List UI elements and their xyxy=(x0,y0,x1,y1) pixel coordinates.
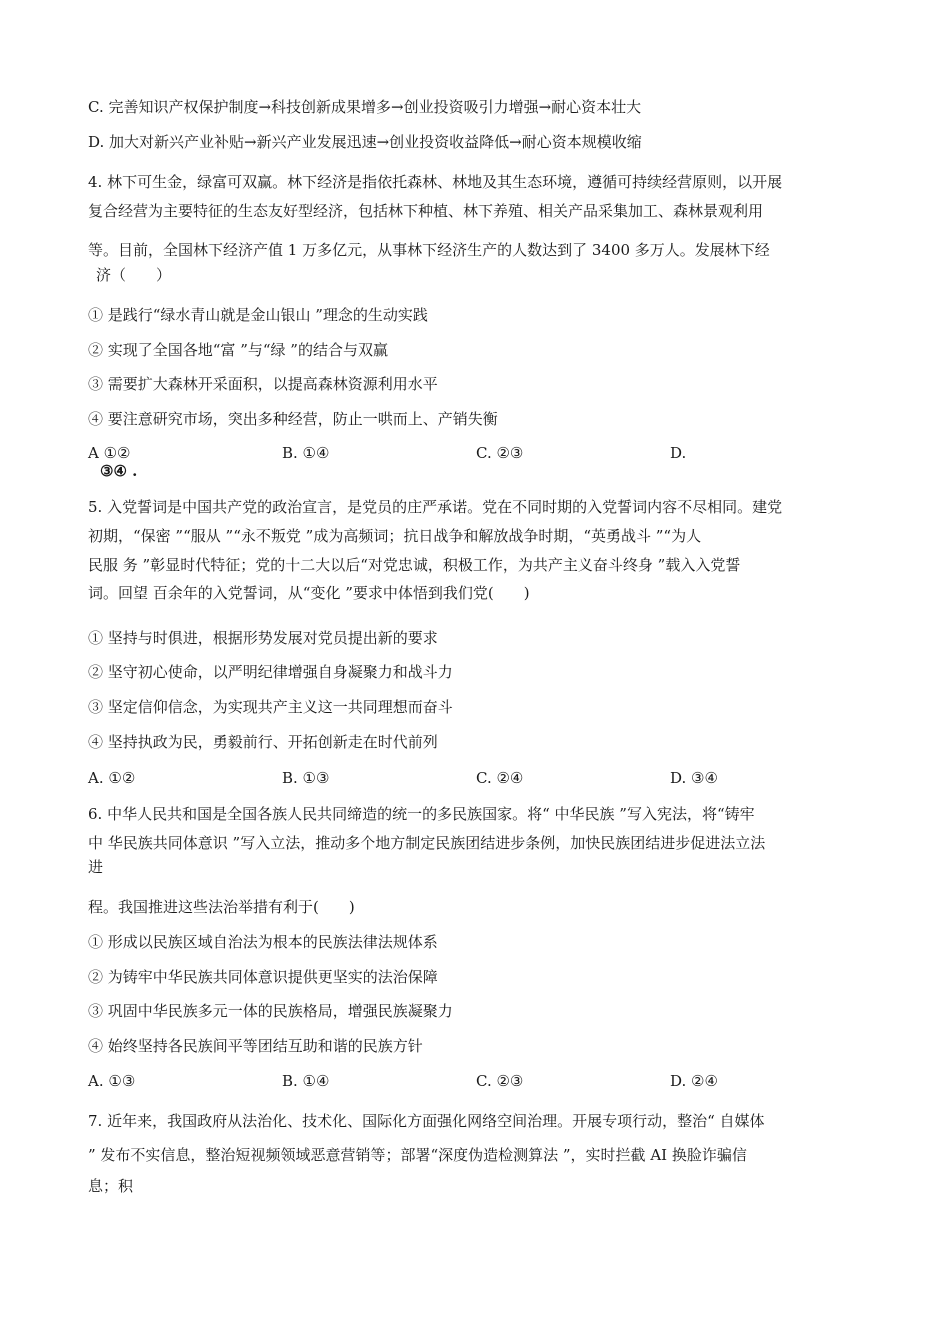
q7-stem-line-2: ” 发布不实信息，整治短视频领域恶意营销等；部署“深度伪造检测算法 ”，实时拦截 AI 换脸诈骗信 xyxy=(88,1146,747,1164)
q4-choice-c: C. ②③ xyxy=(476,444,524,462)
q5-choice-c: C. ②④ xyxy=(476,769,524,787)
q5-stem-line-2: 初期，“保密 ”“服从 ”“永不叛党 ”成为高频词；抗日战争和解放战争时期，“英勇战斗 ”“为人 xyxy=(88,527,702,545)
q4-item-1: ① 是践行“绿水青山就是金山银山 ”理念的生动实践 xyxy=(88,306,428,324)
q4-item-3: ③ 需要扩大森林开采面积，以提高森林资源利用水平 xyxy=(88,375,438,393)
q5-stem-line-1: 5. 入党誓词是中国共产党的政治宣言，是党员的庄严承诺。党在不同时期的入党誓词内容不尽相同。建党 xyxy=(88,498,783,516)
q5-item-4: ④ 坚持执政为民，勇毅前行、开拓创新走在时代前列 xyxy=(88,733,438,751)
q4-choice-d-continued: ③④ . xyxy=(100,462,138,480)
q4-choice-d: D. xyxy=(670,444,687,462)
q4-stem-line-1: 4. 林下可生金，绿富可双赢。林下经济是指依托森林、林地及其生态环境，遵循可持续经营原则，以开展 xyxy=(88,173,783,191)
q3-option-d: D. 加大对新兴产业补贴→新兴产业发展迅速→创业投资收益降低→耐心资本规模收缩 xyxy=(88,133,642,151)
q3-option-c: C. 完善知识产权保护制度→科技创新成果增多→创业投资吸引力增强→耐心资本壮大 xyxy=(88,98,642,116)
q5-choice-d: D. ③④ xyxy=(670,769,718,787)
q6-choice-c: C. ②③ xyxy=(476,1072,524,1090)
q4-item-4: ④ 要注意研究市场，突出多种经营，防止一哄而上、产销失衡 xyxy=(88,410,498,428)
q5-choice-a: A. ①② xyxy=(88,769,136,787)
q5-stem-line-4: 词。回望 百余年的入党誓词，从“变化 ”要求中体悟到我们党( ) xyxy=(88,584,530,602)
q6-stem-line-2: 中 华民族共同体意识 ”写入立法，推动多个地方制定民族团结进步条例，加快民族团结进步促进法立法 xyxy=(88,834,766,852)
q7-stem-line-3: 息；积 xyxy=(88,1177,134,1195)
q6-choice-a: A. ①③ xyxy=(88,1072,136,1090)
q5-stem-line-3: 民服 务 ”彰显时代特征；党的十二大以后“对党忠诚，积极工作，为共产主义奋斗终身 ”载入入党誓 xyxy=(88,556,741,574)
q4-choice-a: A ①② xyxy=(88,444,131,462)
q4-stem-line-3: 等。目前，全国林下经济产值 1 万多亿元，从事林下经济生产的人数达到了 3400 多万人。发展林下经 xyxy=(88,241,770,259)
q7-stem-line-1: 7. 近年来，我国政府从法治化、技术化、国际化方面强化网络空间治理。开展专项行动，整治“ 自媒体 xyxy=(88,1112,765,1130)
q4-stem-line-4: 济（ ） xyxy=(96,266,172,284)
q6-stem-line-4: 程。我国推进这些法治举措有利于( ) xyxy=(88,898,355,916)
q6-stem-line-3: 进 xyxy=(88,858,104,876)
q6-stem-line-1: 6. 中华人民共和国是全国各族人民共同缔造的统一的多民族国家。将“ 中华民族 ”写入宪法，将“铸牢 xyxy=(88,805,755,823)
q6-item-1: ① 形成以民族区域自治法为根本的民族法律法规体系 xyxy=(88,933,438,951)
q5-item-3: ③ 坚定信仰信念，为实现共产主义这一共同理想而奋斗 xyxy=(88,698,453,716)
q6-choice-d: D. ②④ xyxy=(670,1072,718,1090)
q6-item-2: ② 为铸牢中华民族共同体意识提供更坚实的法治保障 xyxy=(88,968,438,986)
q5-choice-b: B. ①③ xyxy=(282,769,330,787)
q4-choice-b: B. ①④ xyxy=(282,444,330,462)
q6-item-4: ④ 始终坚持各民族间平等团结互助和谐的民族方针 xyxy=(88,1037,423,1055)
q4-stem-line-2: 复合经营为主要特征的生态友好型经济，包括林下种植、林下养殖、相关产品采集加工、森林景观利用 xyxy=(88,202,764,220)
q5-item-2: ② 坚守初心使命，以严明纪律增强自身凝聚力和战斗力 xyxy=(88,663,453,681)
q5-item-1: ① 坚持与时俱进，根据形势发展对党员提出新的要求 xyxy=(88,629,438,647)
q6-item-3: ③ 巩固中华民族多元一体的民族格局，增强民族凝聚力 xyxy=(88,1002,453,1020)
q6-choice-b: B. ①④ xyxy=(282,1072,330,1090)
q4-item-2: ② 实现了全国各地“富 ”与“绿 ”的结合与双赢 xyxy=(88,341,388,359)
